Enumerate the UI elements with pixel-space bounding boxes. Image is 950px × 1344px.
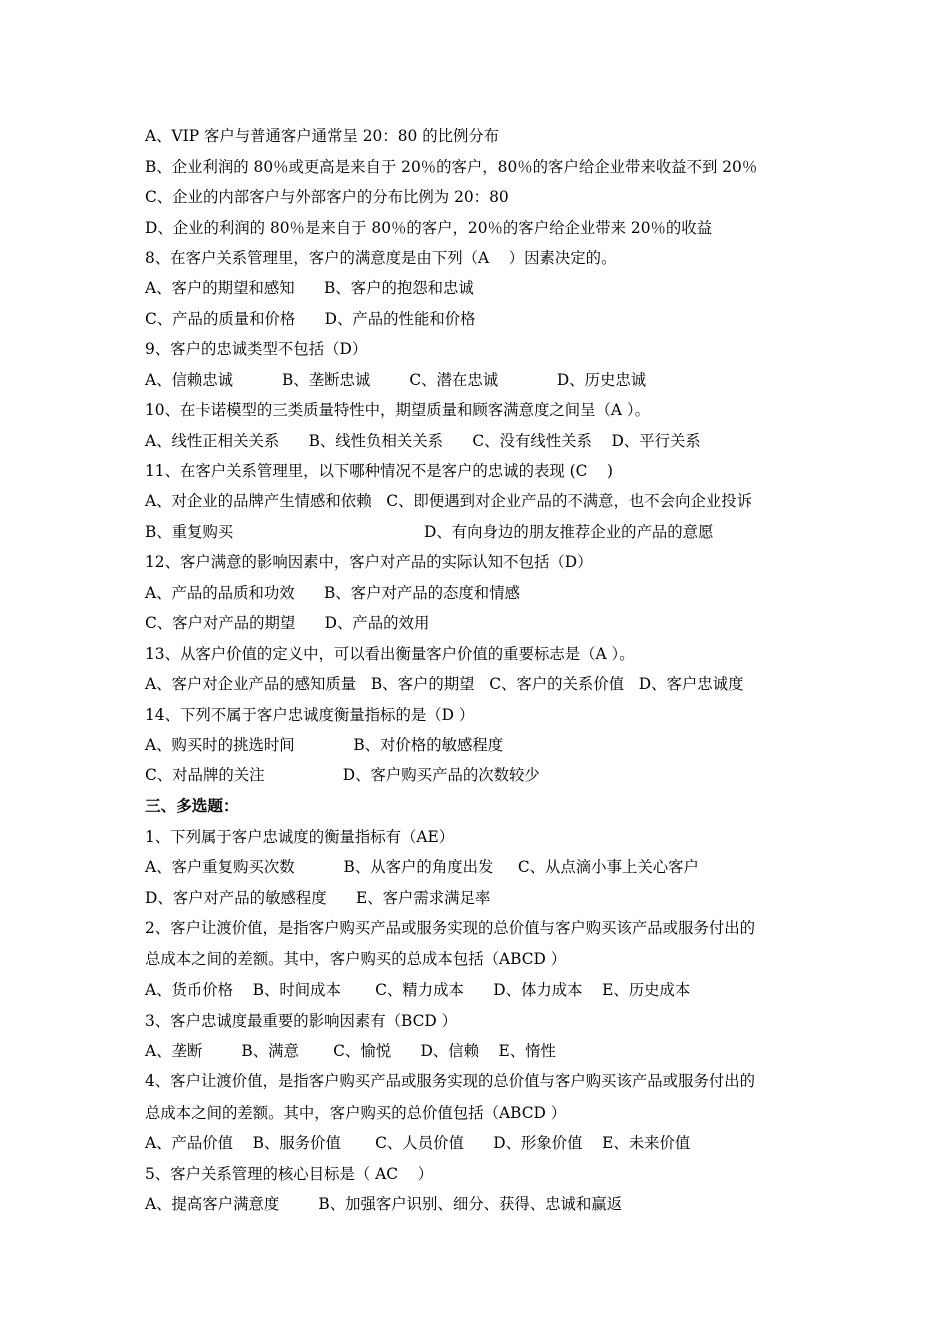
question-line: 13、从客户价值的定义中，可以看出衡量客户价值的重要标志是（A ）。 — [145, 645, 635, 663]
option-line: B、重复购买 D、有向身边的朋友推荐企业的产品的意愿 — [145, 523, 714, 541]
option-line: B、企业利润的 80％或更高是来自于 20％的客户，80％的客户给企业带来收益不到 20％ — [145, 158, 758, 176]
option-line: C、对品牌的关注 D、客户购买产品的次数较少 — [145, 766, 540, 784]
option-line: A、产品价值 B、服务价值 C、人员价值 D、形象价值 E、未来价值 — [145, 1134, 691, 1152]
option-line: A、购买时的挑选时间 B、对价格的敏感程度 — [145, 736, 504, 754]
question-line: 4、客户让渡价值，是指客户购买产品或服务实现的总价值与客户购买该产品或服务付出的 — [145, 1072, 756, 1090]
question-line: 2、客户让渡价值，是指客户购买产品或服务实现的总价值与客户购买该产品或服务付出的 — [145, 919, 756, 937]
question-line: 9、客户的忠诚类型不包括（D） — [145, 340, 368, 358]
option-line: A、提高客户满意度 B、加强客户识别、细分、获得、忠诚和赢返 — [145, 1195, 623, 1213]
option-line: A、客户重复购买次数 B、从客户的角度出发 C、从点滴小事上关心客户 — [145, 858, 699, 876]
option-line: A、客户的期望和感知 B、客户的抱怨和忠诚 — [145, 279, 474, 297]
question-line: 总成本之间的差额。其中，客户购买的总成本包括（ABCD ） — [145, 950, 567, 968]
question-line: 5、客户关系管理的核心目标是（ AC ） — [145, 1165, 434, 1183]
option-line: D、企业的利润的 80％是来自于 80％的客户，20％的客户给企业带来 20％的收益 — [145, 219, 713, 237]
option-line: A、线性正相关关系 B、线性负相关关系 C、没有线性关系 D、平行关系 — [145, 432, 701, 450]
option-line: A、对企业的品牌产生情感和依赖 C、即便遇到对企业产品的不满意，也不会向企业投诉 — [145, 492, 753, 510]
question-line: 8、在客户关系管理里，客户的满意度是由下列（A ）因素决定的。 — [145, 249, 617, 267]
option-line: A、产品的品质和功效 B、客户对产品的态度和情感 — [145, 584, 520, 602]
question-line: 11、在客户关系管理里，以下哪种情况不是客户的忠诚的表现 (C ) — [145, 462, 613, 480]
option-line: A、客户对企业产品的感知质量 B、客户的期望 C、客户的关系价值 D、客户忠诚度 — [145, 675, 744, 693]
question-line: 12、客户满意的影响因素中，客户对产品的实际认知不包括（D） — [145, 553, 593, 571]
question-line: 3、客户忠诚度最重要的影响因素有（BCD ） — [145, 1012, 458, 1030]
section-heading: 三、多选题： — [145, 797, 239, 815]
question-line: 1、下列属于客户忠诚度的衡量指标有（AE） — [145, 828, 455, 846]
option-line: A、垄断 B、满意 C、愉悦 D、信赖 E、惰性 — [145, 1042, 556, 1060]
option-line: A、VIP 客户与普通客户通常呈 20：80 的比例分布 — [145, 127, 500, 145]
question-line: 总成本之间的差额。其中，客户购买的总价值包括（ABCD ） — [145, 1104, 567, 1122]
question-line: 10、在卡诺模型的三类质量特性中，期望质量和顾客满意度之间呈（A ）。 — [145, 401, 651, 419]
option-line: D、客户对产品的敏感程度 E、客户需求满足率 — [145, 889, 491, 907]
option-line: A、货币价格 B、时间成本 C、精力成本 D、体力成本 E、历史成本 — [145, 981, 691, 999]
question-line: 14、下列不属于客户忠诚度衡量指标的是（D ） — [145, 706, 475, 724]
option-line: C、企业的内部客户与外部客户的分布比例为 20：80 — [145, 188, 509, 206]
option-line: C、客户对产品的期望 D、产品的效用 — [145, 614, 430, 632]
option-line: A、信赖忠诚 B、垄断忠诚 C、潜在忠诚 D、历史忠诚 — [145, 371, 647, 389]
option-line: C、产品的质量和价格 D、产品的性能和价格 — [145, 310, 476, 328]
